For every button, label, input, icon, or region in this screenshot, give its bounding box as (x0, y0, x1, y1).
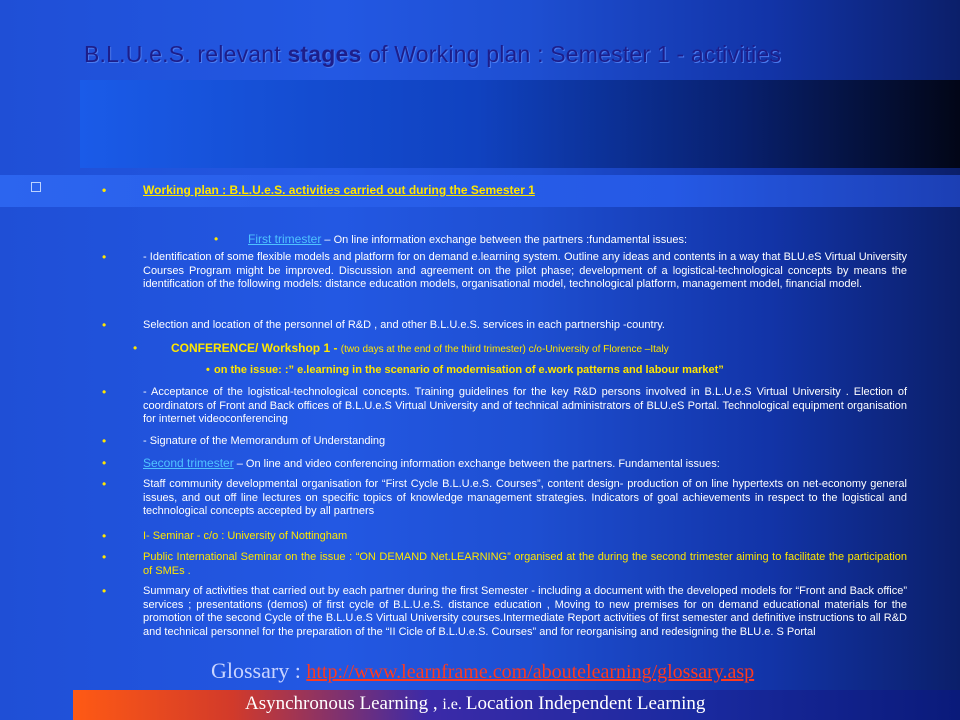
second-trimester-text: – On line and video conferencing information exchange between the partners. Fundamental issues: (233, 458, 720, 470)
list-item-public-seminar: • Public International Seminar on the issue : “ON DEMAND Net.LEARNING” organised at the during the second trimester aiming to facilitate the participation of SMEs . (107, 551, 907, 578)
second-trimester-link[interactable]: Second trimester (143, 456, 234, 470)
square-bullet-icon (31, 182, 41, 192)
glossary-link[interactable]: http://www.learnframe.com/aboutelearning/glossary.asp (306, 661, 755, 683)
asynchronous-learning-caption: Asynchronous Learning , i.e. Location Independent Learning (245, 693, 706, 714)
list-item-selection: • Selection and location of the personnel of R&D , and other B.L.U.e.S. services in each partnership -country. (107, 319, 907, 333)
conference-detail: (two days at the end of the third trimester) c/o-University of Florence –Italy (340, 344, 669, 355)
first-trimester-link[interactable]: First trimester (248, 232, 322, 246)
list-item-seminar: • I- Seminar - c/o : University of Nottingham (107, 530, 907, 544)
conference-heading: CONFERENCE/ Workshop 1 - (171, 341, 341, 355)
conference-issue: • on the issue: :” e.learning in the scenario of modernisation of e.work patterns and labour market” (214, 364, 724, 376)
glossary-line (211, 658, 754, 684)
title-bold-stages: stages (287, 41, 362, 67)
list-item-staff: • Staff community developmental organisation for “First Cycle B.L.U.e.S. Courses”, content design- production of on line hypertexts on net-economy general issues, and out off line lectures on specific topics of knowledge management strategies. Indicators of goal achievements in respect to the logistical and technological concepts accepted by all partners (107, 478, 907, 519)
title-backdrop-band (80, 80, 960, 168)
conference-item (138, 341, 669, 355)
slide-title (84, 41, 944, 68)
list-item-acceptance: • - Acceptance of the logistical-technological concepts. Training guidelines for the key R&D persons involved in B.L.U.e.S Virtual University . Election of coordinators of Front and Back offices of B.L.U.e.S Virtual University and of technical administrators of BLU.eS Portal. Technological equipment organisation for internet videoconferencing (107, 386, 907, 427)
title-part-2: of Working plan : Semester 1 - activities (361, 41, 782, 67)
glossary-label: Glossary : (211, 658, 307, 683)
second-trimester-item (107, 457, 907, 472)
list-item-signature: • - Signature of the Memorandum of Understanding (107, 435, 907, 449)
title-part-1: B.L.U.e.S. relevant (84, 41, 288, 67)
first-trimester-item (248, 232, 687, 246)
working-plan-heading[interactable]: • Working plan : B.L.U.e.S. activities carried out during the Semester 1 (143, 183, 535, 197)
list-item-identification: • - Identification of some flexible models and platform for on demand e.learning system. Outline any ideas and contents in a way that BLU.eS Virtual University Courses Program might be improved. Discussion and agreement on the pilot phase; development of a logistical-technological concepts by means the identification of the following models: distance education models, organisational model, technological platform, management model, financial model. (107, 251, 907, 292)
list-item-summary: • Summary of activities that carried out by each partner during the first Semester - including a document with the developed models for “Front and Back office” services ; presentations (demos) of first cycle of B.L.U.e.S. distance education , Moving to new premises for on demand educational materials for the promotion of the second Cycle of the B.L.U.e.S Virtual University courses.Intermediate Report activities of first semester and definitive instructions to all R&D and technical personnel for the preparation of the “II Cicle of B.L.U.e.S. Courses” and for reorganising and redesigning the BLU.e. S Portal (107, 585, 907, 639)
working-plan-heading-item (107, 184, 907, 198)
first-trimester-text: – On line information exchange between the partners :fundamental issues: (321, 234, 688, 246)
